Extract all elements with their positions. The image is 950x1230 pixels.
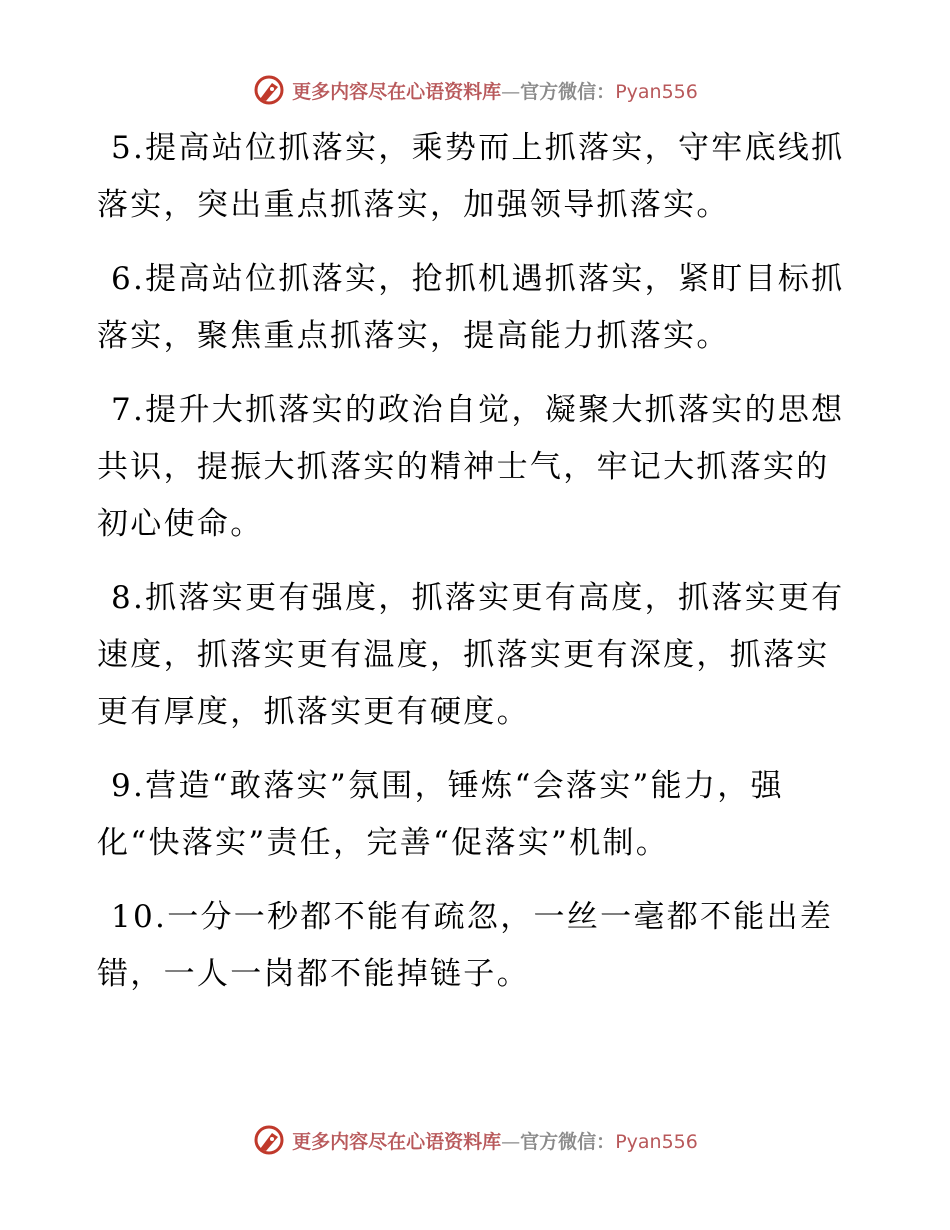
watermark-lead: 更多内容尽在心语资料库 (292, 1130, 502, 1153)
watermark-lead: 更多内容尽在心语资料库 (292, 80, 502, 103)
watermark-dash: — (501, 1130, 521, 1153)
pen-nib-circle-icon (252, 73, 286, 107)
paragraph-5: 5.提高站位抓落实，乘势而上抓落实，守牢底线抓落实，突出重点抓落实，加强领导抓落实。 (97, 130, 845, 223)
watermark-text (292, 77, 698, 104)
watermark-wechat-label: 官方微信： (520, 80, 616, 103)
header-watermark (0, 70, 950, 110)
watermark-text (292, 1127, 698, 1154)
pen-nib-circle-icon (252, 1123, 286, 1157)
paragraph-7: 7.提升大抓落实的政治自觉，凝聚大抓落实的思想共识，提振大抓落实的精神士气，牢记大抓落实的初心使命。 (97, 392, 845, 542)
footer-watermark (0, 1120, 950, 1160)
watermark-dash: — (501, 80, 521, 103)
paragraph-10: 10.一分一秒都不能有疏忽，一丝一毫都不能出差错，一人一岗都不能掉链子。 (97, 899, 834, 992)
watermark-wechat-label: 官方微信： (520, 1130, 616, 1153)
watermark-wechat-id: Pyan556 (615, 80, 698, 103)
document-body (97, 120, 857, 1003)
paragraph-9: 9.营造“敢落实”氛围，锤炼“会落实”能力，强化“快落实”责任，完善“促落实”机制。 (97, 768, 784, 861)
paragraph-6: 6.提高站位抓落实，抢抓机遇抓落实，紧盯目标抓落实，聚焦重点抓落实，提高能力抓落实。 (97, 261, 845, 354)
watermark-wechat-id: Pyan556 (615, 1130, 698, 1153)
paragraph-8: 8.抓落实更有强度，抓落实更有高度，抓落实更有速度，抓落实更有温度，抓落实更有深度，抓落实更有厚度，抓落实更有硬度。 (97, 580, 845, 730)
